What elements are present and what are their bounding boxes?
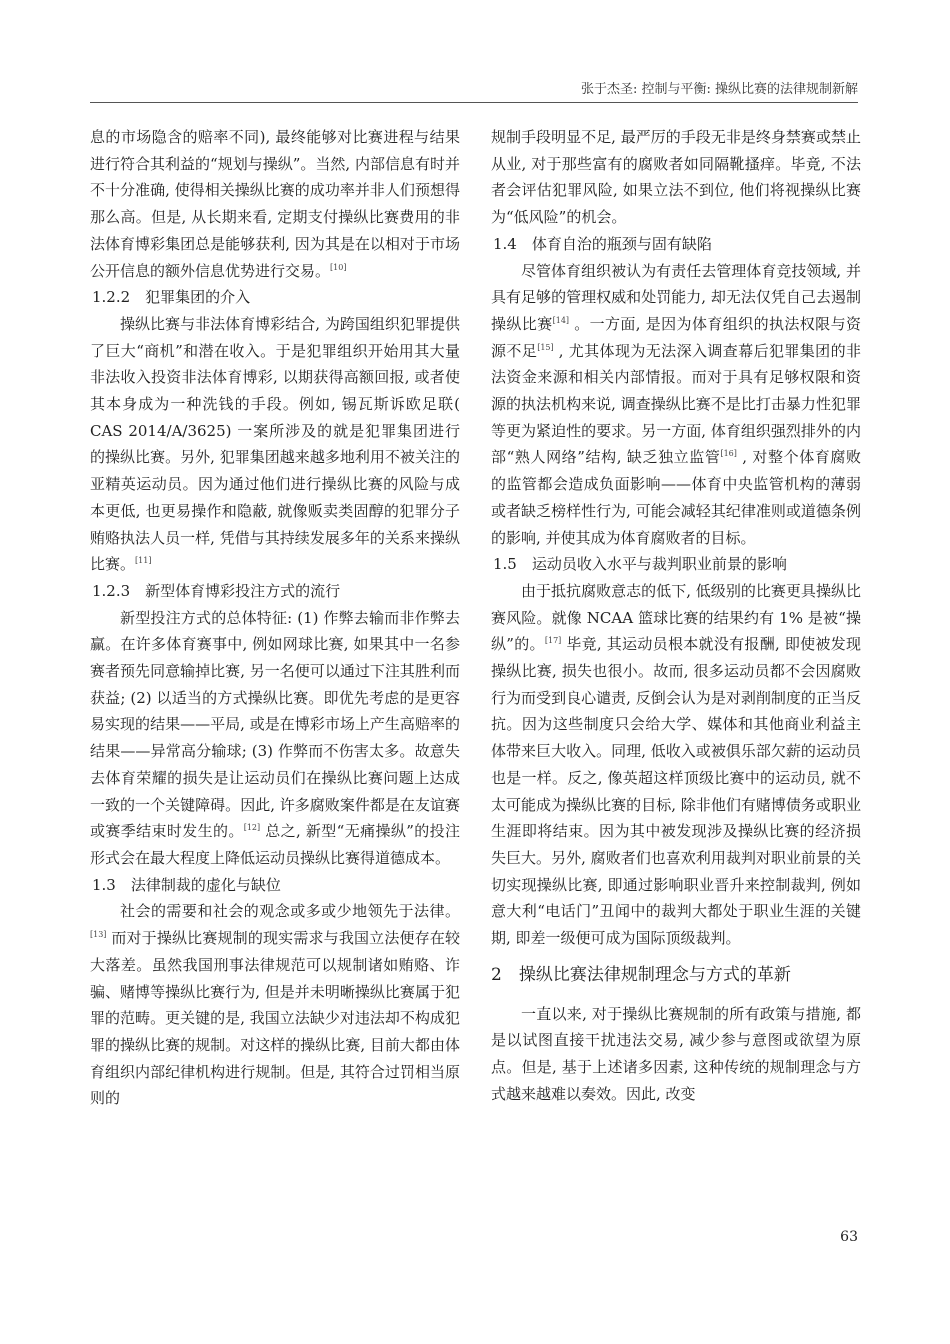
right-column [491,124,861,1107]
paragraph-text: 新型投注方式的总体特征: (1) 作弊去输而非作弊去赢。在许多体育赛事中, 例如网球比赛, 如果其中一名参赛者预先同意输掉比赛, 另一名便可以通过下注其胜利而获益; (2) 以适当的方式操纵比赛。即优先考虑的是更容易实现的结果——平局, 或是在博彩市场上产生高赔率的结果——异常高分输球; (3) 作弊而不伤害太多。故意失去体育荣耀的损失是让运动员们在操纵比赛问题上达成一致的一个关键障碍。因此, 许多腐败案件都是在友谊赛或赛季结束时发生的。 [90,608,460,841]
paragraph-text: 由于抵抗腐败意志的低下, 低级别的比赛更具操纵比赛风险。就像 NCAA 篮球比赛的结果约有 1% 是被“操纵”的。 [491,581,861,654]
citation: [10] [330,262,347,272]
paragraph-text: 而对于操纵比赛规制的现实需求与我国立法便存在较大落差。虽然我国刑事法律规范可以规制诸如贿赂、诈骗、赌博等操纵比赛行为, 但是并未明晰操纵比赛属于犯罪的范畴。更关键的是, 我国立法缺少对违法却不构成犯罪的操纵比赛的规制。对这样的操纵比赛, 目前大都由体育组织内部纪律机构进行规制。但是, 其符合过罚相当原则的 [90,929,460,1108]
paragraph-text: 尽管体育组织被认为有责任去管理体育竞技领域, 并具有足够的管理权威和处罚能力, 却无法仅凭自己去遏制操纵比赛 [491,261,861,333]
paragraph-text: 操纵比赛与非法体育博彩结合, 为跨国组织犯罪提供了巨大“商机”和潜在收入。于是犯罪组织开始用其大量非法收入投资非法体育博彩, 以期获得高额回报, 或者使其本身成为一种洗钱的手段。例如, 锡瓦斯诉欧足联( CAS 2014/A/3625) 一案所涉及的就是犯罪集团进行的操纵比赛。另外, 犯罪集团越来越多地利用不被关注的亚精英运动员。因为通过他们进行操纵比赛的风险与成本更低, 也更易操作和隐蔽, 就像贩卖类固醇的犯罪分子贿赂执法人员一样, 凭借与其持续发展多年的关系来操纵比赛。 [90,314,460,574]
paragraph [90,124,460,284]
subsection-heading: 1.2.2 犯罪集团的介入 [92,288,251,307]
citation: [15] [537,342,554,352]
citation: [16] [720,449,737,459]
paragraph-text: 息的市场隐含的赔率不同), 最终能够对比赛进程与结果进行符合其利益的“规划与操纵”。当然, 内部信息有时并不十分准确, 使得相关操纵比赛的成功率并非人们预想得那么高。但是, 从长期来看, 定期支付操纵比赛费用的非法体育博彩集团总是能够获利, 因为其是在以相对于市场公开信息的额外信息优势进行交易。 [90,128,460,280]
subsection-heading: 1.5 运动员收入水平与裁判职业前景的影响 [493,555,787,574]
paragraph-text: 。一方面, 是因为体育组织的执法权限与资源不足 [491,314,861,360]
subsection-heading: 1.4 体育自治的瓶颈与固有缺陷 [493,234,712,253]
page-number: 63 [840,1229,858,1245]
paragraph [90,311,460,578]
citation: [11] [135,556,152,566]
paragraph-text: 总之, 新型“无痛操纵”的投注形式会在最大程度上降低运动员操纵比赛得道德成本。 [90,822,460,867]
paragraph-text: , 对整个体育腐败的监管都会造成负面影响——体育中央监管机构的薄弱或者缺乏榜样性行为, 可能会减轻其纪律准则或道德条例的影响, 并使其成为体育腐败者的目标。 [491,448,861,547]
subsection-heading: 1.2.3 新型体育博彩投注方式的流行 [92,581,341,600]
paragraph-text: 社会的需要和社会的观念或多或少地领先于法律。 [120,902,460,921]
left-column [90,124,460,1112]
citation: [17] [544,636,562,646]
section-heading: 2 操纵比赛法律规制理念与方式的革新 [491,964,791,985]
paragraph [90,898,460,1112]
paragraph-text: 毕竟, 其运动员根本就没有报酬, 即使被发现操纵比赛, 损失也很小。故而, 很多运动员都不会因腐败行为而受到良心谴责, 反倒会认为是对剥削制度的正当反抗。因为这些制度只会给大学、媒体和其他商业利益主体带来巨大收入。同理, 低收入或被俱乐部欠薪的运动员也是一样。反之, 像英超这样顶级比赛中的运动员, 就不太可能成为操纵比赛的目标, 除非他们有赌博债务或职业生涯即将结束。因为其中被发现涉及操纵比赛的经济损失巨大。另外, 腐败者们也喜欢利用裁判对职业前景的关切实现操纵比赛, 即通过影响职业晋升来控制裁判, 例如意大利“电话门”丑闻中的裁判大都处于职业生涯的关键期, 即差一级便可成为国际顶级裁判。 [491,635,862,948]
paragraph: 规制手段明显不足, 最严厉的手段无非是终身禁赛或禁止从业, 对于那些富有的腐败者如同隔靴搔痒。毕竟, 不法者会评估犯罪风险, 如果立法不到位, 他们将视操纵比赛为“低风险”的机会。 [491,128,861,227]
running-header [90,72,858,103]
subsection-heading: 1.3 法律制裁的虚化与缺位 [92,875,281,894]
paragraph [90,605,460,872]
citation: [14] [552,315,570,325]
paragraph [491,578,861,952]
running-title: 张于杰圣: 控制与平衡: 操纵比赛的法律规制新解 [580,82,858,97]
paragraph: 一直以来, 对于操纵比赛规制的所有政策与措施, 都是以试图直接干扰违法交易, 减少参与意图或欲望为原点。但是, 基于上述诸多因素, 这种传统的规制理念与方式越来越难以奏效。因此, 改变 [491,1004,861,1103]
paragraph-text: , 尤其体现为无法深入调查幕后犯罪集团的非法资金来源和相关内部情报。而对于具有足够权限和资源的执法机构来说, 调查操纵比赛不是比打击暴力性犯罪等更为紧迫性的要求。另一方面, 体育组织强烈排外的内部“熟人网络”结构, 缺乏独立监管 [491,341,861,467]
citation: [13] [90,930,107,940]
citation: [12] [243,823,261,833]
paragraph [491,258,861,552]
